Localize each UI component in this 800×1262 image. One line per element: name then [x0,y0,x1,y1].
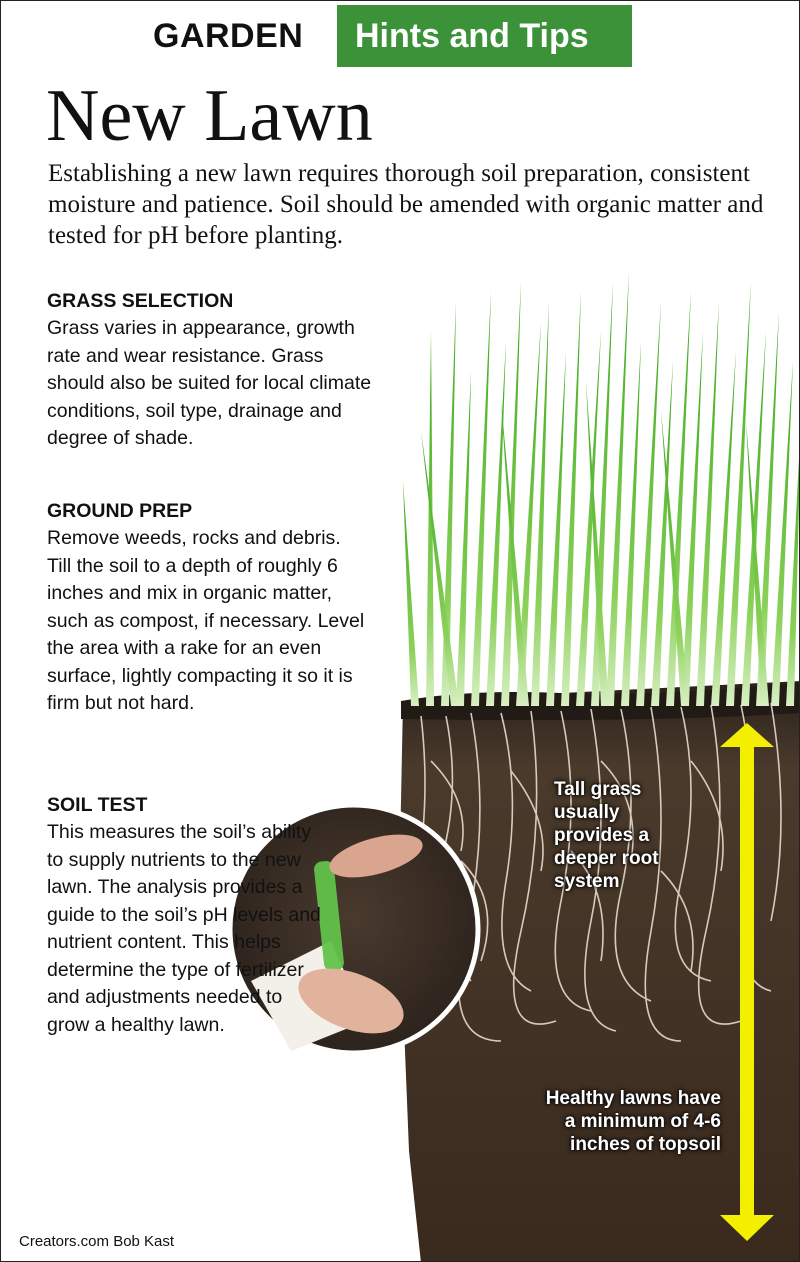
section-body: Grass varies in appearance, growth rate and wear resistance. Grass should also be suited for local climate conditions, soil type, drainage and degree of shade. [47,317,372,449]
root-callout: Tall grass usually provides a deeper root system [554,779,659,892]
section-heading: GROUND PREP [47,500,193,522]
section-body: This measures the soil’s ability to supply nutrients to the new lawn. The analysis provides a guide to the soil’s pH levels and nutrient content. This helps determine the type of fertilizer and adjustments needed to grow a healthy lawn. [47,821,321,1036]
page-title: New Lawn [46,75,373,157]
topsoil-callout: Healthy lawns have a minimum of 4-6 inches of topsoil [545,1088,721,1155]
grass-blades [403,271,800,706]
section-grass-selection [47,288,377,453]
section-soil-test [47,792,322,1039]
intro-paragraph: Establishing a new lawn requires thorough soil preparation, consistent moisture and patience. Soil should be amended with organic matter and tested for pH before planting. [48,160,764,249]
brand-label: GARDEN [153,17,304,55]
section-heading: GRASS SELECTION [47,290,234,312]
credit-line: Creators.com Bob Kast [19,1233,175,1250]
section-ground-prep [47,498,367,718]
section-body: Remove weeds, rocks and debris. Till the soil to a depth of roughly 6 inches and mix in organic matter, such as compost, if necessary. Level the area with a rake for an even surface, lightly compacting it so it is firm but not hard. [47,527,365,714]
hints-tips-banner: Hints and Tips [337,5,632,67]
section-heading: SOIL TEST [47,794,148,816]
